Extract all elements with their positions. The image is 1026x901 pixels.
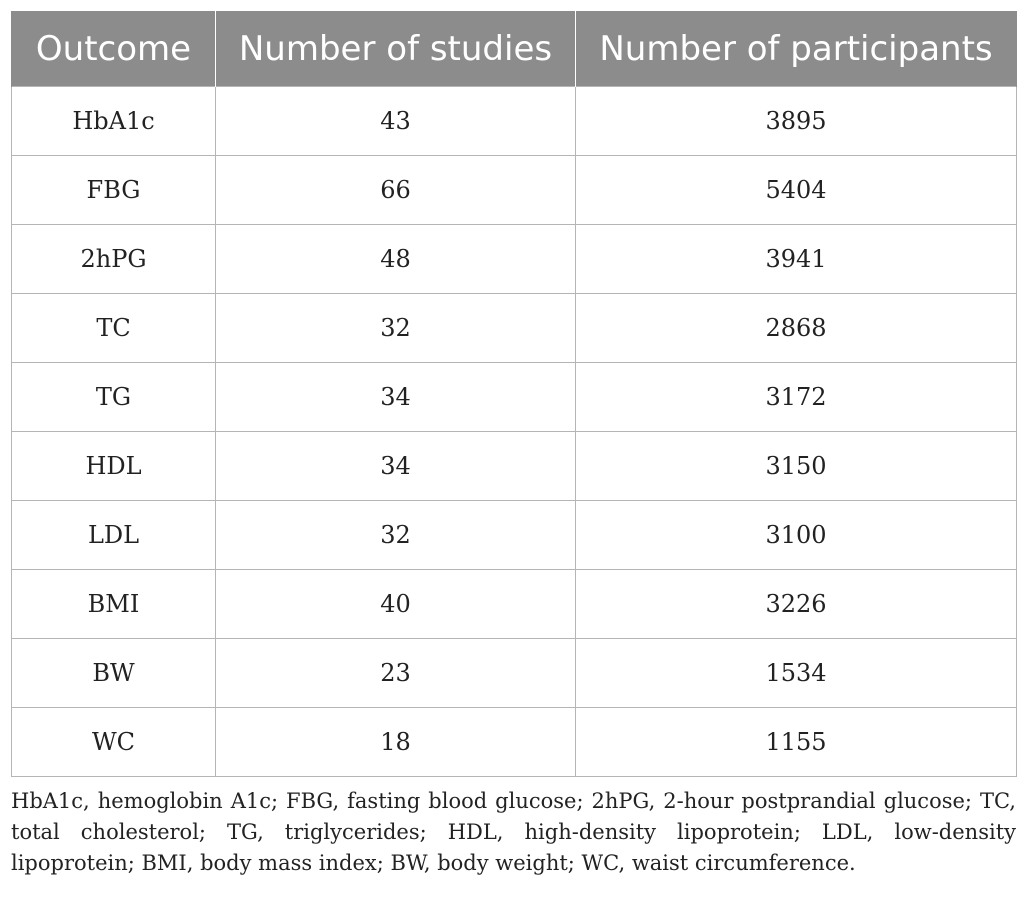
cell-studies: 66 [216, 156, 576, 225]
cell-studies: 34 [216, 432, 576, 501]
cell-outcome: LDL [12, 501, 216, 570]
cell-studies: 18 [216, 708, 576, 777]
cell-studies: 43 [216, 87, 576, 156]
header-number-of-studies: Number of studies [216, 11, 576, 87]
cell-outcome: 2hPG [12, 225, 216, 294]
cell-outcome: BMI [12, 570, 216, 639]
table-footnote: HbA1c, hemoglobin A1c; FBG, fasting blood glucose; 2hPG, 2-hour postprandial glucose; TC, total cholesterol; TG, triglycerides; HDL, high-density lipoprotein; LDL, low-density lipoprotein; BMI, body mass index; BW, body weight; WC, waist circumference. [11, 789, 1016, 875]
cell-outcome: FBG [12, 156, 216, 225]
cell-outcome: BW [12, 639, 216, 708]
cell-participants: 3941 [576, 225, 1017, 294]
outcomes-table [11, 11, 1017, 777]
cell-studies: 32 [216, 294, 576, 363]
cell-participants: 3895 [576, 87, 1017, 156]
cell-participants: 2868 [576, 294, 1017, 363]
table-row [12, 87, 1017, 156]
cell-outcome: HDL [12, 432, 216, 501]
data-table-container [11, 11, 1016, 777]
table-row [12, 156, 1017, 225]
cell-studies: 34 [216, 363, 576, 432]
cell-participants: 1155 [576, 708, 1017, 777]
cell-participants: 3150 [576, 432, 1017, 501]
cell-studies: 32 [216, 501, 576, 570]
header-row [12, 11, 1017, 87]
table-body [12, 87, 1017, 777]
cell-studies: 23 [216, 639, 576, 708]
cell-outcome: TG [12, 363, 216, 432]
cell-participants: 5404 [576, 156, 1017, 225]
table-row [12, 639, 1017, 708]
cell-outcome: WC [12, 708, 216, 777]
cell-participants: 3172 [576, 363, 1017, 432]
cell-outcome: HbA1c [12, 87, 216, 156]
cell-participants: 1534 [576, 639, 1017, 708]
table-row [12, 225, 1017, 294]
table-row [12, 363, 1017, 432]
table-row [12, 501, 1017, 570]
cell-participants: 3226 [576, 570, 1017, 639]
header-number-of-participants: Number of participants [576, 11, 1017, 87]
table-row [12, 432, 1017, 501]
table-row [12, 294, 1017, 363]
header-outcome: Outcome [12, 11, 216, 87]
cell-outcome: TC [12, 294, 216, 363]
table-header [12, 11, 1017, 87]
cell-studies: 48 [216, 225, 576, 294]
table-row [12, 570, 1017, 639]
cell-participants: 3100 [576, 501, 1017, 570]
cell-studies: 40 [216, 570, 576, 639]
table-row [12, 708, 1017, 777]
